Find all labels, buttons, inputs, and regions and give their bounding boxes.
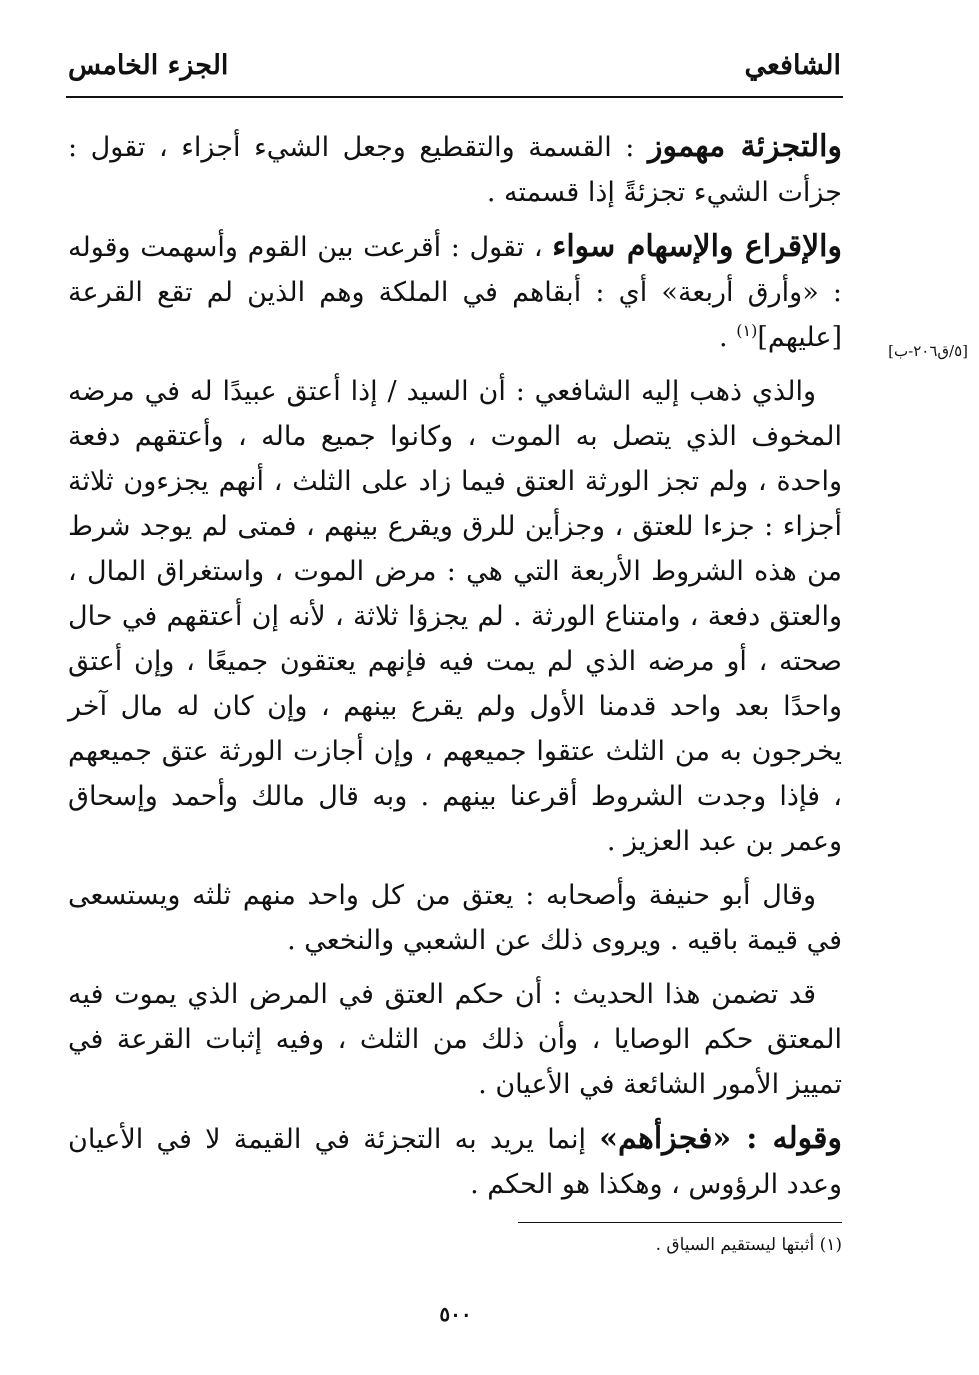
- margin-manuscript-reference: [٥/ق٢٠٦-ب]: [888, 342, 968, 360]
- paragraph-text: إنما يريد به التجزئة في القيمة لا في الأعيان وعدد الرؤوس ، وهكذا هو الحكم .: [68, 1124, 842, 1200]
- paragraph-lead-term: وقوله : «فجزأهم»: [599, 1121, 842, 1156]
- paragraph-tajzia: [68, 124, 842, 215]
- header-volume-title: الجزء الخامس: [68, 50, 229, 81]
- paragraph-abu-hanifa-opinion: [68, 873, 842, 963]
- footnote: (١) أثبتها ليستقيم السياق .: [655, 1235, 842, 1255]
- paragraph-hadith-content: [68, 972, 842, 1107]
- paragraph-text: ، تقول : أقرعت بين القوم وأسهمت وقوله : «وأرق أربعة» أي : أبقاهم في الملكة وهم الذين لم تقع القرعة [عليهم]: [68, 232, 842, 353]
- paragraph-shafii-opinion: [68, 369, 842, 864]
- header-book-title: الشافعي: [744, 50, 841, 81]
- paragraph-lead-term: والتجزئة مهموز: [647, 129, 842, 164]
- paragraph-text: قد تضمن هذا الحديث : أن حكم العتق في المرض الذي يموت فيه المعتق حكم الوصايا ، وأن ذلك من الثلث ، وفيه إثبات القرعة في تمييز الأمور الشائعة في الأعيان .: [68, 979, 842, 1100]
- paragraph-iqra: [68, 224, 842, 360]
- page-number: ٥٠٠: [439, 1302, 472, 1326]
- header-rule: [66, 96, 843, 98]
- paragraph-text: والذي ذهب إليه الشافعي : أن السيد / إذا أعتق عبيدًا له في مرضه المخوف الذي يتصل به الموت ، وكانوا جميع ماله ، وأعتقهم دفعة واحدة ، ولم تجز الورثة العتق فيما زاد على الثلث ، أنهم يجزءون ثلاثة أجزاء : جزءا للعتق ، وجزأين للرق ويقرع بينهم ، فمتى لم يوجد شرط من هذه الشروط الأربعة التي هي : مرض الموت ، واستغراق المال ، والعتق دفعة ، وامتناع الورثة . لم يجزؤا ثلاثة ، لأنه إن أعتقهم في حال صحته ، أو مرضه الذي لم يمت فيه فإنهم يعتقون جميعًا ، وإن أعتق واحدًا بعد واحد قدمنا الأول ولم يقرع بينهم ، وإن كان له مال آخر يخرجون به من الثلث عتقوا جميعهم ، وإن أجازت الورثة عتق جميعهم ، فإذا وجدت الشروط أقرعنا بينهم . وبه قال مالك وأحمد وإسحاق وعمر بن عبد العزيز .: [68, 376, 842, 857]
- paragraph-end: .: [719, 322, 737, 353]
- footnote-rule: [518, 1222, 842, 1223]
- paragraph-fajazaahum: [68, 1116, 842, 1207]
- running-header: [68, 50, 841, 94]
- paragraph-text: : القسمة والتقطيع وجعل الشيء أجزاء ، تقول : جزأت الشيء تجزئةً إذا قسمته .: [68, 132, 842, 208]
- paragraph-text: وقال أبو حنيفة وأصحابه : يعتق من كل واحد منهم ثلثه ويستسعى في قيمة باقيه . ويروى ذلك عن الشعبي والنخعي .: [68, 880, 842, 956]
- paragraph-lead-term: والإقراع والإسهام سواء: [552, 229, 842, 264]
- footnote-reference: (١): [736, 321, 758, 340]
- main-text: [68, 124, 842, 1216]
